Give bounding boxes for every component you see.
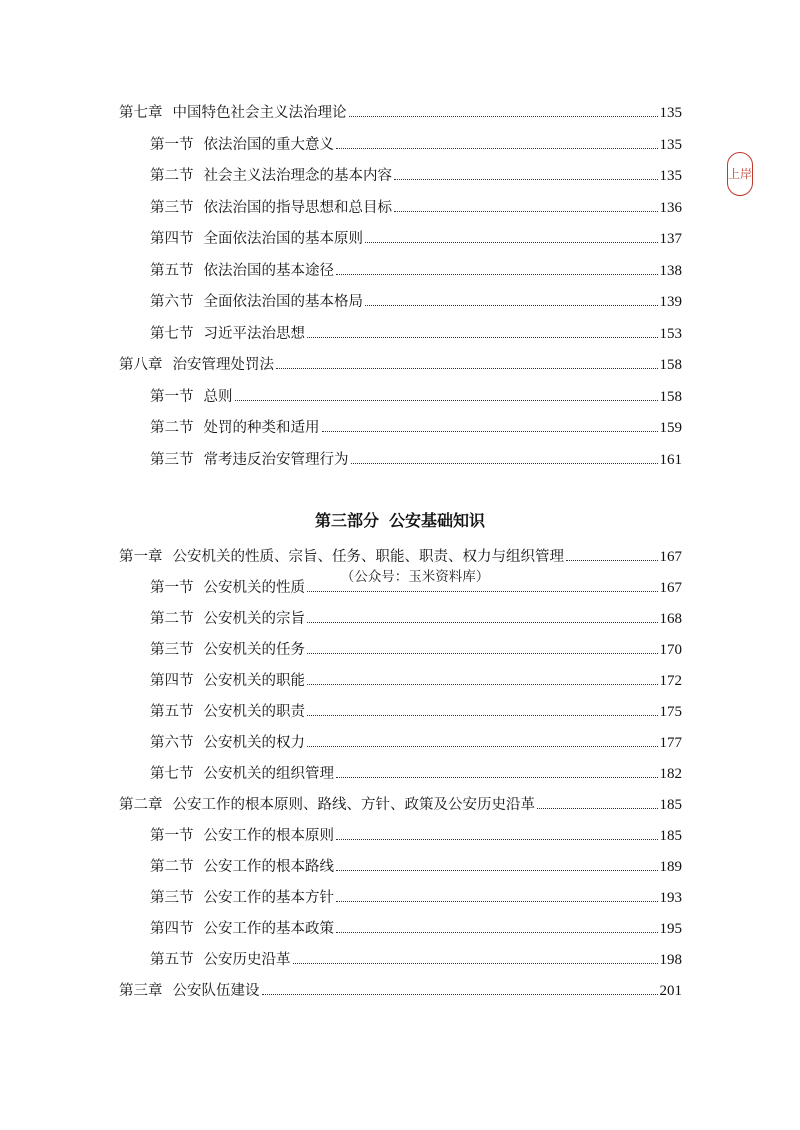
toc-chapter-entry[interactable]	[119, 981, 682, 1001]
toc-entry-number: 第二节	[150, 420, 194, 436]
toc-entry-number: 第三节	[150, 642, 194, 658]
toc-entry-number: 第六节	[150, 294, 194, 310]
toc-section-entry[interactable]	[150, 166, 682, 186]
toc-entry-title: 公安机关的职责	[203, 704, 305, 720]
dot-leader	[537, 808, 658, 809]
toc-section-entry[interactable]	[150, 261, 682, 281]
toc-entry-title: 公安机关的职能	[203, 673, 305, 689]
toc-entry-title: 总则	[203, 388, 233, 405]
toc-page-number: 185	[659, 797, 682, 813]
dot-leader	[336, 839, 658, 840]
dot-leader	[276, 368, 658, 369]
toc-section-entry[interactable]	[150, 135, 682, 155]
toc-entry-number: 第三章	[119, 983, 163, 999]
toc-page-number: 167	[659, 580, 682, 596]
toc-entry-title: 全面依法治国的基本格局	[203, 294, 363, 310]
part-title: 公安基础知识	[389, 511, 486, 530]
toc-entry-number: 第二节	[150, 168, 194, 184]
toc-section-entry[interactable]	[150, 764, 682, 784]
dot-leader	[336, 777, 658, 778]
toc-entry-title: 公安机关的权力	[203, 735, 305, 751]
toc-entry-title: 公安机关的组织管理	[203, 766, 334, 782]
toc-page-number: 159	[659, 420, 682, 436]
toc-section-entry[interactable]	[150, 888, 682, 908]
toc-page-number: 195	[659, 921, 682, 937]
seal-text: 上岸	[728, 167, 753, 181]
toc-section-entry[interactable]	[150, 919, 682, 939]
toc-page-number: 137	[659, 231, 682, 247]
dot-leader	[394, 179, 658, 180]
dot-leader	[365, 242, 658, 243]
toc-entry-title: 公安机关的任务	[203, 642, 305, 658]
dot-leader	[336, 901, 658, 902]
toc-section-entry[interactable]	[150, 387, 682, 407]
toc-page-number: 201	[659, 983, 682, 999]
toc-entry-title: 公安机关的性质	[203, 580, 305, 596]
toc-entry-title: 常考违反治安管理行为	[203, 451, 349, 468]
toc-section-entry[interactable]	[150, 229, 682, 249]
part-heading	[0, 510, 800, 532]
toc-chapter-entry[interactable]	[119, 103, 682, 123]
toc-page-number: 153	[659, 325, 682, 342]
toc-page-number: 182	[659, 766, 682, 782]
toc-entry-number: 第四节	[150, 921, 194, 937]
toc-page-number: 136	[659, 199, 682, 216]
toc-section-entry[interactable]	[150, 733, 682, 753]
dot-leader	[394, 211, 658, 212]
dot-leader	[235, 400, 658, 401]
watermark-text: （公众号：玉米资料库）	[340, 569, 490, 585]
part-label: 第三部分	[314, 511, 379, 530]
dot-leader	[307, 746, 658, 747]
toc-entry-number: 第二节	[150, 611, 194, 627]
toc-entry-title: 公安工作的基本政策	[203, 921, 334, 937]
toc-section-entry[interactable]	[150, 418, 682, 438]
toc-entry-title: 公安队伍建设	[172, 983, 260, 999]
toc-page-number: 139	[659, 294, 682, 310]
toc-entry-title: 公安机关的性质、宗旨、任务、职能、职责、权力与组织管理	[172, 549, 564, 565]
dot-leader	[293, 963, 658, 964]
toc-page-number: 185	[659, 828, 682, 844]
toc-section-entry[interactable]	[150, 609, 682, 629]
toc-chapter-entry[interactable]	[119, 547, 682, 567]
toc-entry-title: 依法治国的指导思想和总目标	[203, 199, 392, 216]
toc-entry-title: 治安管理处罚法	[172, 357, 274, 373]
toc-entry-number: 第一节	[150, 828, 194, 844]
dot-leader	[307, 591, 658, 592]
toc-page-number: 170	[659, 642, 682, 658]
toc-entry-title: 公安历史沿革	[203, 952, 291, 968]
toc-entry-number: 第三节	[150, 199, 194, 216]
dot-leader	[336, 148, 658, 149]
toc-page-number: 177	[659, 735, 682, 751]
toc-entry-title: 依法治国的基本途径	[203, 262, 334, 279]
toc-entry-number: 第一节	[150, 136, 194, 153]
dot-leader	[351, 463, 658, 464]
toc-section-entry[interactable]	[150, 702, 682, 722]
dot-leader	[307, 684, 658, 685]
toc-entry-number: 第三节	[150, 451, 194, 468]
dot-leader	[336, 274, 658, 275]
toc-entry-title: 全面依法治国的基本原则	[203, 231, 363, 247]
toc-entry-number: 第四节	[150, 231, 194, 247]
toc-page-number: 161	[659, 451, 682, 468]
seal-stamp	[727, 152, 753, 196]
toc-page-number: 175	[659, 704, 682, 720]
dot-leader	[307, 653, 658, 654]
dot-leader	[322, 431, 658, 432]
toc-entry-number: 第一章	[119, 549, 163, 565]
toc-entry-number: 第五节	[150, 704, 194, 720]
toc-section-entry[interactable]	[150, 292, 682, 312]
dot-leader	[365, 305, 658, 306]
dot-leader	[262, 994, 658, 995]
toc-chapter-entry[interactable]	[119, 355, 682, 375]
toc-entry-number: 第八章	[119, 357, 163, 373]
toc-entry-number: 第七节	[150, 325, 194, 342]
toc-page-number: 189	[659, 859, 682, 875]
toc-page-number: 138	[659, 262, 682, 279]
toc-page-number: 168	[659, 611, 682, 627]
toc-entry-number: 第三节	[150, 890, 194, 906]
toc-section-entry[interactable]	[150, 640, 682, 660]
toc-page-number: 135	[659, 105, 682, 121]
toc-entry-number: 第七节	[150, 766, 194, 782]
toc-entry-title: 社会主义法治理念的基本内容	[203, 168, 392, 184]
toc-entry-title: 习近平法治思想	[203, 325, 305, 342]
toc-entry-title: 公安工作的根本路线	[203, 859, 334, 875]
toc-section-entry[interactable]	[150, 857, 682, 877]
toc-entry-number: 第一节	[150, 388, 194, 405]
toc-entry-number: 第二章	[119, 797, 163, 813]
dot-leader	[336, 932, 658, 933]
toc-page-number: 158	[659, 357, 682, 373]
toc-entry-number: 第六节	[150, 735, 194, 751]
dot-leader	[307, 622, 658, 623]
toc-entry-title: 依法治国的重大意义	[203, 136, 334, 153]
dot-leader	[307, 715, 658, 716]
toc-entry-number: 第四节	[150, 673, 194, 689]
toc-entry-number: 第一节	[150, 580, 194, 596]
dot-leader	[336, 870, 658, 871]
toc-page-number: 135	[659, 136, 682, 153]
toc-page-number: 193	[659, 890, 682, 906]
dot-leader	[349, 116, 658, 117]
dot-leader	[566, 560, 658, 561]
toc-entry-title: 公安工作的根本原则、路线、方针、政策及公安历史沿革	[172, 797, 535, 813]
dot-leader	[307, 337, 658, 338]
toc-page-number: 135	[659, 168, 682, 184]
toc-entry-number: 第五节	[150, 262, 194, 279]
toc-entry-title: 公安工作的根本原则	[203, 828, 334, 844]
toc-entry-title: 中国特色社会主义法治理论	[172, 105, 347, 121]
toc-section-entry[interactable]	[150, 950, 682, 970]
toc-section-entry[interactable]	[150, 324, 682, 344]
toc-section-entry[interactable]	[150, 198, 682, 218]
toc-entry-number: 第二节	[150, 859, 194, 875]
toc-entry-number: 第七章	[119, 105, 163, 121]
toc-page-number: 158	[659, 388, 682, 405]
toc-page-number: 198	[659, 952, 682, 968]
toc-page-number: 172	[659, 673, 682, 689]
toc-section-entry[interactable]	[150, 671, 682, 691]
toc-entry-number: 第五节	[150, 952, 194, 968]
toc-section-entry[interactable]	[150, 450, 682, 470]
toc-section-entry[interactable]	[150, 826, 682, 846]
toc-entry-title: 处罚的种类和适用	[203, 420, 320, 436]
toc-page-number: 167	[659, 549, 682, 565]
toc-entry-title: 公安工作的基本方针	[203, 890, 334, 906]
toc-chapter-entry[interactable]	[119, 795, 682, 815]
toc-entry-title: 公安机关的宗旨	[203, 611, 305, 627]
